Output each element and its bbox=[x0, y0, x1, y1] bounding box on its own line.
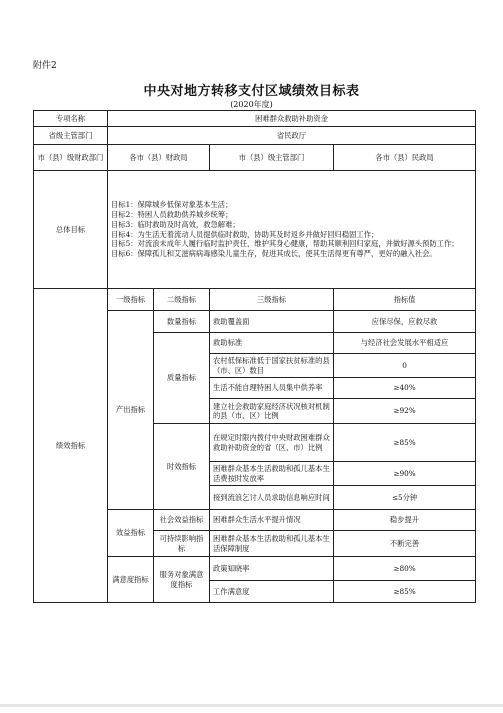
indicator-name: 困难群众基本生活救助和孤儿基本生活保障制度 bbox=[210, 531, 334, 557]
indicator-value: 0 bbox=[334, 354, 476, 378]
project-name-value: 困难群众救助补助资金 bbox=[108, 111, 476, 127]
indicator-name: 救助标准 bbox=[210, 333, 334, 354]
province-dept-value: 省民政厅 bbox=[108, 127, 476, 145]
indicator-value: ≥40% bbox=[334, 378, 476, 399]
social-benefit-label: 社会效益指标 bbox=[154, 510, 210, 531]
indicator-name: 工作满意度 bbox=[210, 581, 334, 603]
city-finance-dept-label: 市（县）级财政部门 bbox=[34, 145, 108, 171]
indicator-value: ≤5分钟 bbox=[334, 486, 476, 510]
project-name-label: 专项名称 bbox=[34, 111, 108, 127]
table-row bbox=[34, 111, 476, 127]
table-row bbox=[34, 127, 476, 145]
benefit-indicator-label: 效益指标 bbox=[108, 510, 154, 557]
indicator-value: ≥92% bbox=[334, 399, 476, 424]
indicator-name: 困难群众生活水平提升情况 bbox=[210, 510, 334, 531]
city-finance-dept-value: 各市（县）财政局 bbox=[108, 145, 210, 171]
indicator-name: 政策知晓率 bbox=[210, 557, 334, 581]
table-row bbox=[34, 145, 476, 171]
indicator-name: 接到流浪乞讨人员求助信息响应时间 bbox=[210, 486, 334, 510]
goal-item: 目标1：保障城乡低保对象基本生活； bbox=[111, 199, 233, 209]
indicator-name: 建立社会救助家庭经济状况核对机制的县（市、区）比例 bbox=[210, 399, 334, 424]
timeliness-indicator-label: 时效指标 bbox=[154, 424, 210, 510]
column-header: 二级指标 bbox=[154, 289, 210, 311]
year-label: (2020年度) bbox=[230, 100, 273, 109]
overall-goal-label: 总体目标 bbox=[34, 171, 108, 289]
overall-goal-list bbox=[108, 171, 476, 289]
performance-table-wrapper bbox=[33, 110, 475, 603]
goal-item: 目标5：对流浪未成年人履行临时监护责任，维护其身心健康，帮助其顺利回归家庭，并做好源头预防工作； bbox=[111, 239, 459, 249]
indicator-value: ≥85% bbox=[334, 424, 476, 462]
indicator-value: 与经济社会发展水平相适应 bbox=[334, 333, 476, 354]
indicator-name: 农村低保标准低于国家扶贫标准的县（市、区）数目 bbox=[210, 354, 334, 378]
column-header: 一级指标 bbox=[108, 289, 154, 311]
satisfaction-indicator-label: 满意度指标 bbox=[108, 557, 154, 603]
indicator-name: 困难群众基本生活救助和孤儿基本生活费按时发放率 bbox=[210, 462, 334, 486]
indicator-name: 救助覆盖面 bbox=[210, 311, 334, 333]
indicator-value: 应保尽保，应救尽救 bbox=[334, 311, 476, 333]
page-bottom-divider bbox=[0, 704, 503, 707]
city-civil-dept-value: 各市（县）民政局 bbox=[334, 145, 476, 171]
indicator-name: 生活不能自理特困人员集中供养率 bbox=[210, 378, 334, 399]
goal-item: 目标3：临时救助及时高效，救急解难； bbox=[111, 219, 240, 229]
performance-target-table bbox=[33, 110, 476, 603]
province-dept-label: 省级主管部门 bbox=[34, 127, 108, 145]
indicator-value: 不断完善 bbox=[334, 531, 476, 557]
service-satisfaction-label: 服务对象满意度指标 bbox=[154, 557, 210, 603]
page-title: 中央对地方转移支付区域绩效目标表 bbox=[143, 84, 360, 99]
city-competent-dept-label: 市（县）级主管部门 bbox=[210, 145, 334, 171]
table-header-row bbox=[34, 289, 476, 311]
attachment-label: 附件2 bbox=[33, 61, 57, 71]
sustainable-impact-label: 可持续影响指标 bbox=[154, 531, 210, 557]
indicator-value: ≥90% bbox=[334, 462, 476, 486]
performance-indicator-label: 绩效指标 bbox=[34, 289, 108, 603]
goal-item: 目标2：特困人员救助供养城乡统筹； bbox=[111, 209, 233, 219]
quantity-indicator-label: 数量指标 bbox=[154, 311, 210, 333]
indicator-value: ≥80% bbox=[334, 557, 476, 581]
indicator-value: 稳步提升 bbox=[334, 510, 476, 531]
column-header: 三级指标 bbox=[210, 289, 334, 311]
quality-indicator-label: 质量指标 bbox=[154, 333, 210, 424]
output-indicator-label: 产出指标 bbox=[108, 311, 154, 510]
column-header: 指标值 bbox=[334, 289, 476, 311]
indicator-name: 在规定时限内拨付中央财政困难群众救助补助资金的省（区、市）比例 bbox=[210, 424, 334, 462]
goal-item: 目标4：为生活无着流动人员提供临时救助，协助其及时返乡并做好回归稳固工作； bbox=[111, 229, 379, 239]
goal-item: 目标6：保障孤儿和艾滋病病毒感染儿童生存，促进其成长，使其生活得更有尊严，更好的融入社会。 bbox=[111, 249, 437, 259]
table-row bbox=[34, 171, 476, 289]
indicator-value: ≥85% bbox=[334, 581, 476, 603]
